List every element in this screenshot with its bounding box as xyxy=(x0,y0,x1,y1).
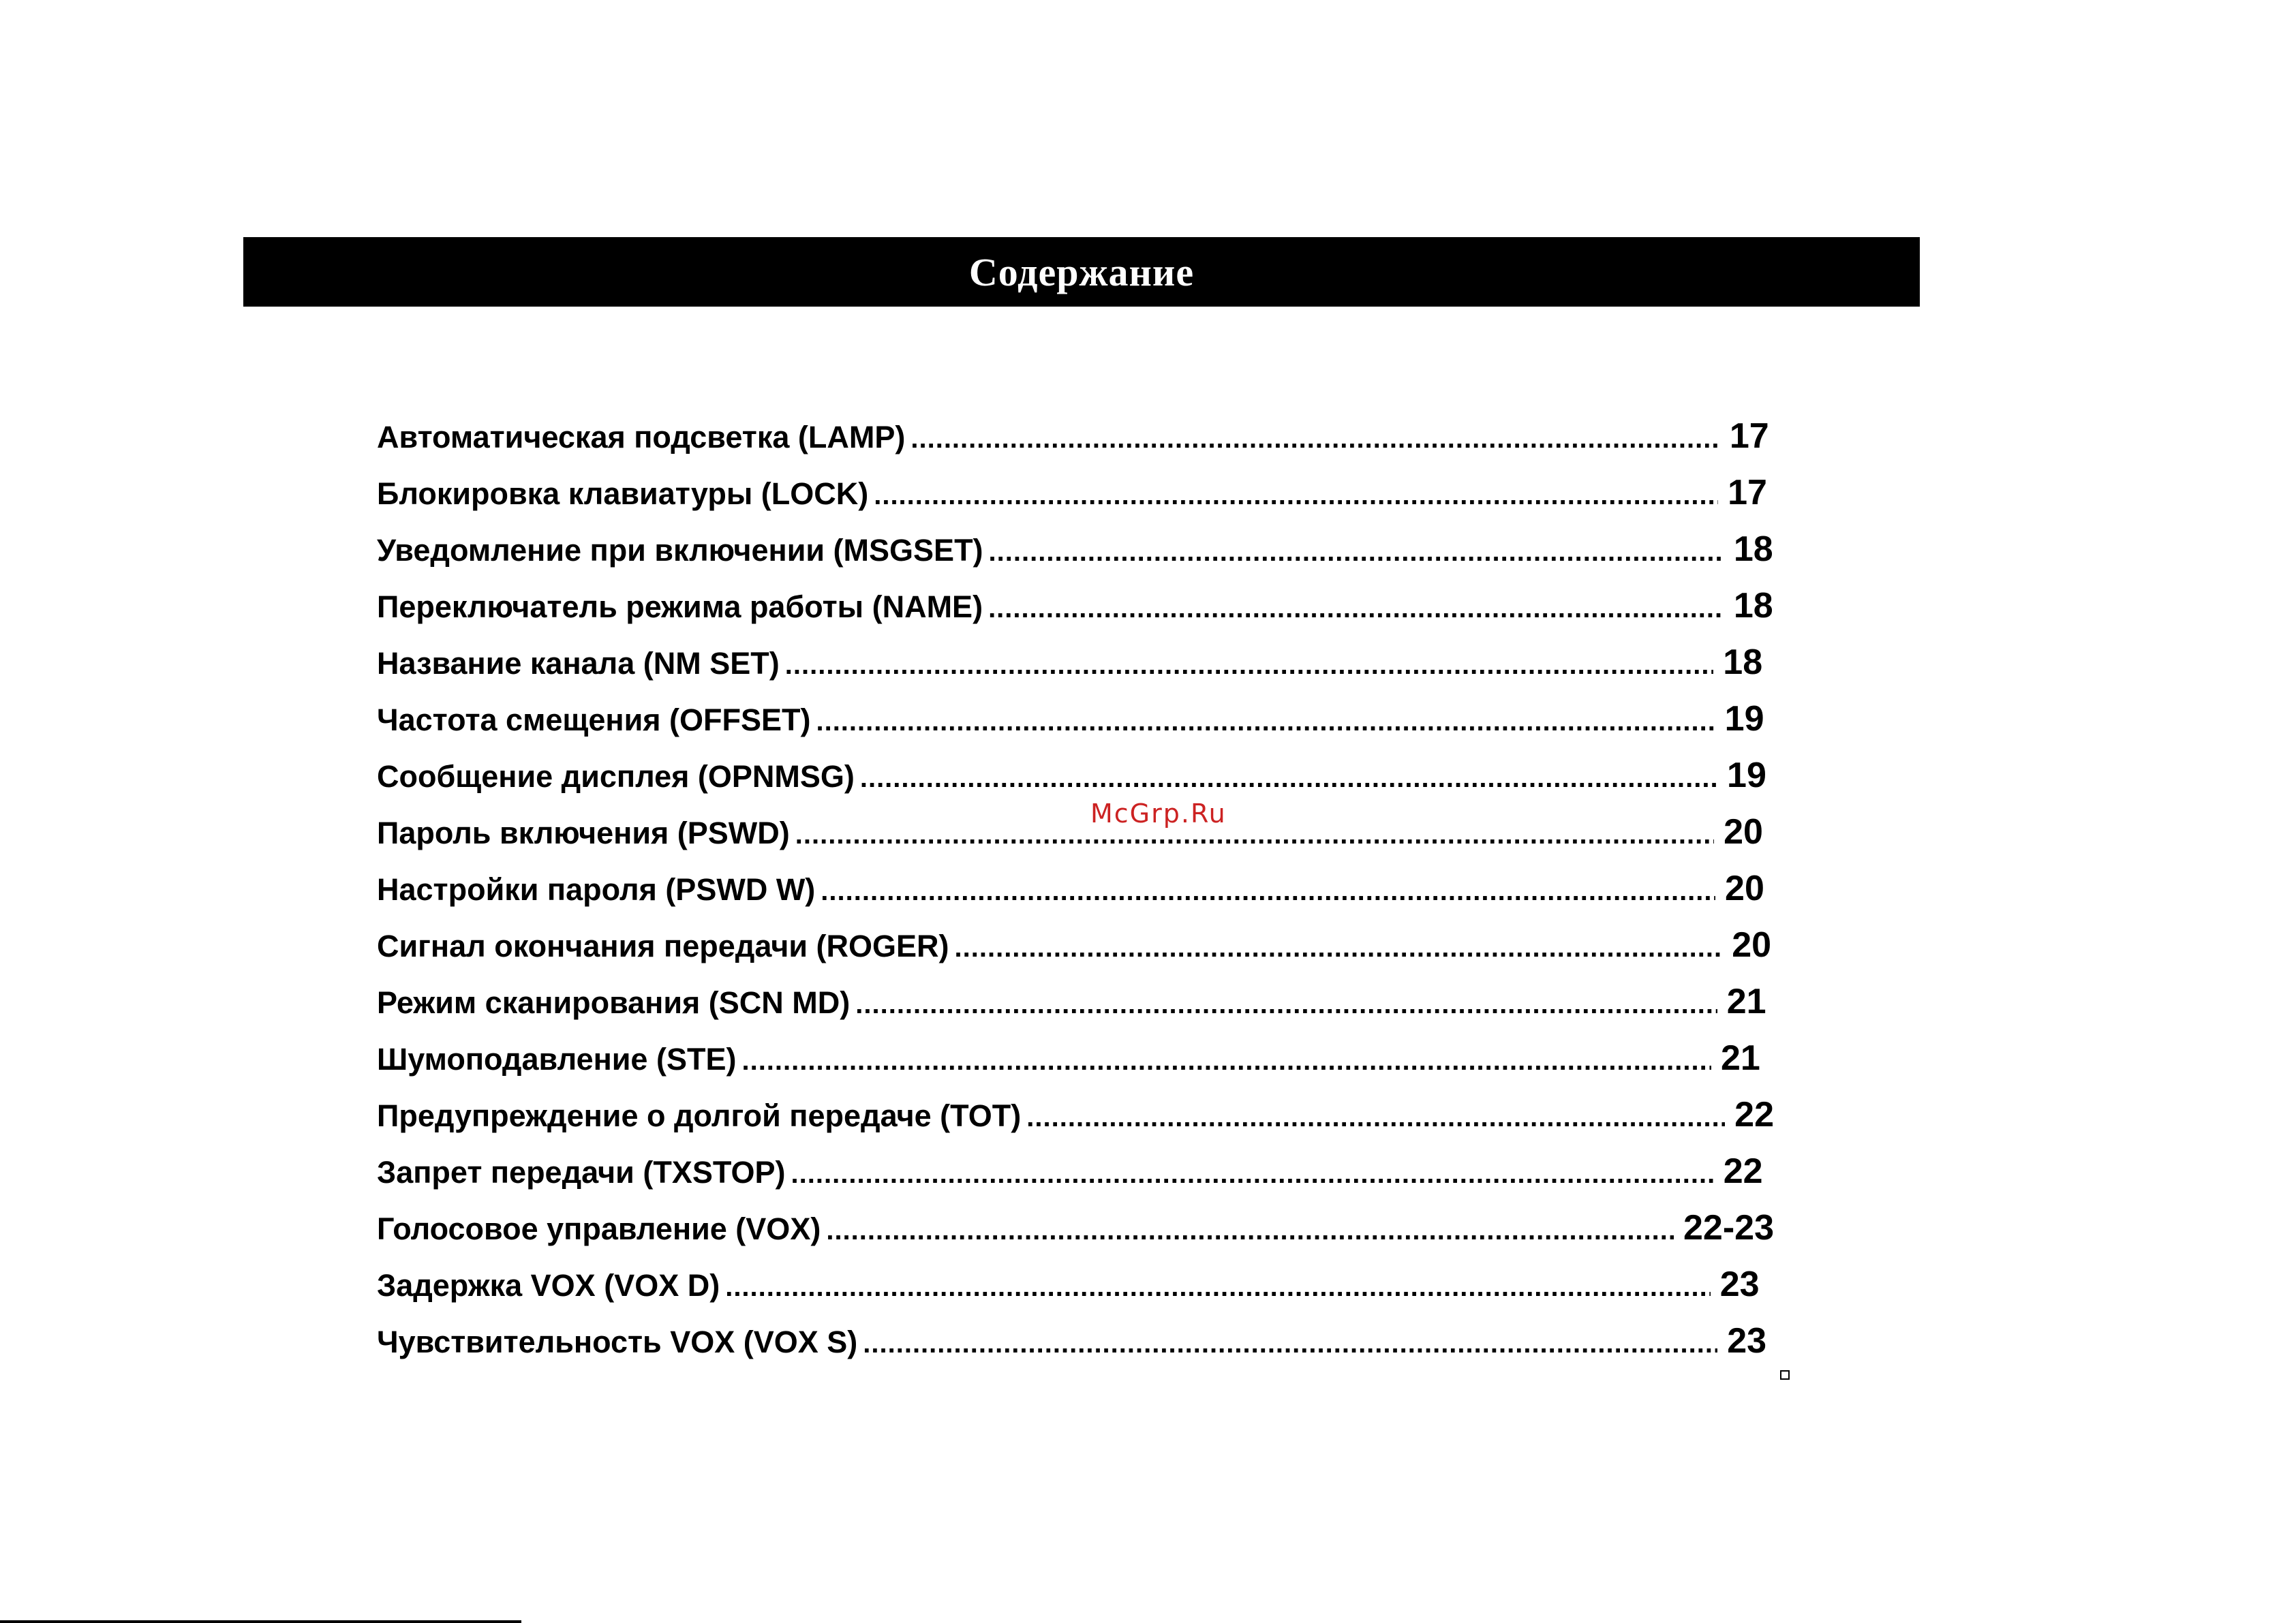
toc-leader-dots xyxy=(826,1216,1674,1246)
toc-entry-page: 23 xyxy=(1719,1265,1760,1304)
toc-entry-label: Блокировка клавиатуры (LOCK) xyxy=(377,476,869,511)
toc-entry-page: 23 xyxy=(1727,1321,1767,1361)
toc-leader-dots xyxy=(988,593,1724,624)
toc-leader-dots xyxy=(795,820,1714,850)
toc-entry-page: 20 xyxy=(1732,925,1772,965)
toc-entry-page: 19 xyxy=(1727,756,1766,795)
toc-entry-label: Частота смещения (OFFSET) xyxy=(377,702,811,737)
toc-entry[interactable] xyxy=(377,755,1774,812)
toc-leader-dots xyxy=(741,1046,1711,1077)
toc-entry[interactable] xyxy=(377,1320,1774,1377)
toc-entry[interactable] xyxy=(377,1151,1774,1207)
toc-entry[interactable] xyxy=(377,472,1774,529)
toc-leader-dots xyxy=(785,650,1714,681)
toc-entry[interactable] xyxy=(377,585,1774,642)
toc-leader-dots xyxy=(860,763,1717,794)
toc-entry-label: Голосовое управление (VOX) xyxy=(377,1211,821,1246)
toc-entry-page: 22-23 xyxy=(1683,1208,1774,1248)
toc-leader-dots xyxy=(910,424,1720,454)
toc-entry-label: Настройки пароля (PSWD W) xyxy=(377,872,816,907)
toc-leader-dots xyxy=(791,1159,1714,1190)
toc-entry[interactable] xyxy=(377,1094,1774,1151)
toc-leader-dots xyxy=(855,989,1717,1020)
toc-entry-page: 18 xyxy=(1733,586,1773,625)
table-of-contents xyxy=(377,416,1774,1377)
square-marker-icon xyxy=(1780,1370,1790,1380)
toc-entry-label: Уведомление при включении (MSGSET) xyxy=(377,533,983,568)
toc-entry-label: Переключатель режима работы (NAME) xyxy=(377,589,983,624)
toc-leader-dots xyxy=(989,537,1724,568)
toc-entry-label: Шумоподавление (STE) xyxy=(377,1042,737,1077)
toc-entry-page: 18 xyxy=(1733,529,1773,569)
toc-leader-dots xyxy=(863,1329,1717,1359)
page-title: Содержание xyxy=(968,249,1195,294)
toc-entry-page: 20 xyxy=(1724,812,1763,852)
toc-entry[interactable] xyxy=(377,1207,1774,1264)
toc-entry[interactable] xyxy=(377,812,1774,868)
toc-entry-page: 21 xyxy=(1726,982,1766,1021)
toc-entry[interactable] xyxy=(377,925,1774,981)
toc-entry[interactable] xyxy=(377,1264,1774,1320)
toc-entry-page: 17 xyxy=(1729,416,1769,456)
toc-entry-label: Чувствительность VOX (VOX S) xyxy=(377,1325,858,1359)
toc-entry[interactable] xyxy=(377,981,1774,1038)
toc-entry[interactable] xyxy=(377,1038,1774,1094)
toc-entry[interactable] xyxy=(377,416,1774,472)
toc-entry[interactable] xyxy=(377,698,1774,755)
toc-entry-label: Режим сканирования (SCN MD) xyxy=(377,985,851,1020)
toc-leader-dots xyxy=(725,1272,1711,1303)
toc-entry-label: Сообщение дисплея (OPNMSG) xyxy=(377,759,855,794)
toc-entry-page: 22 xyxy=(1723,1151,1763,1191)
toc-leader-dots xyxy=(955,933,1723,963)
toc-entry-label: Запрет передачи (TXSTOP) xyxy=(377,1155,786,1190)
toc-entry[interactable] xyxy=(377,868,1774,925)
toc-entry-label: Автоматическая подсветка (LAMP) xyxy=(377,420,906,454)
toc-leader-dots xyxy=(874,480,1718,511)
watermark: McGrp.Ru xyxy=(1090,799,1227,829)
toc-entry-label: Задержка VOX (VOX D) xyxy=(377,1268,720,1303)
toc-entry-page: 18 xyxy=(1723,643,1763,682)
toc-entry-page: 17 xyxy=(1728,473,1767,512)
toc-entry-page: 22 xyxy=(1734,1095,1774,1134)
toc-entry-label: Предупреждение о долгой передаче (TOT) xyxy=(377,1098,1022,1133)
toc-entry-page: 19 xyxy=(1724,699,1764,739)
toc-entry-label: Пароль включения (PSWD) xyxy=(377,816,790,850)
header-bar xyxy=(243,237,1920,307)
toc-entry[interactable] xyxy=(377,642,1774,698)
toc-entry-page: 21 xyxy=(1721,1038,1760,1078)
toc-entry-label: Название канала (NM SET) xyxy=(377,646,780,681)
toc-leader-dots xyxy=(816,707,1715,737)
bottom-rule xyxy=(0,1620,521,1623)
toc-leader-dots xyxy=(821,876,1715,907)
toc-entry-label: Сигнал окончания передачи (ROGER) xyxy=(377,929,949,963)
toc-entry-page: 20 xyxy=(1725,869,1764,908)
toc-entry[interactable] xyxy=(377,529,1774,585)
toc-leader-dots xyxy=(1026,1102,1725,1133)
